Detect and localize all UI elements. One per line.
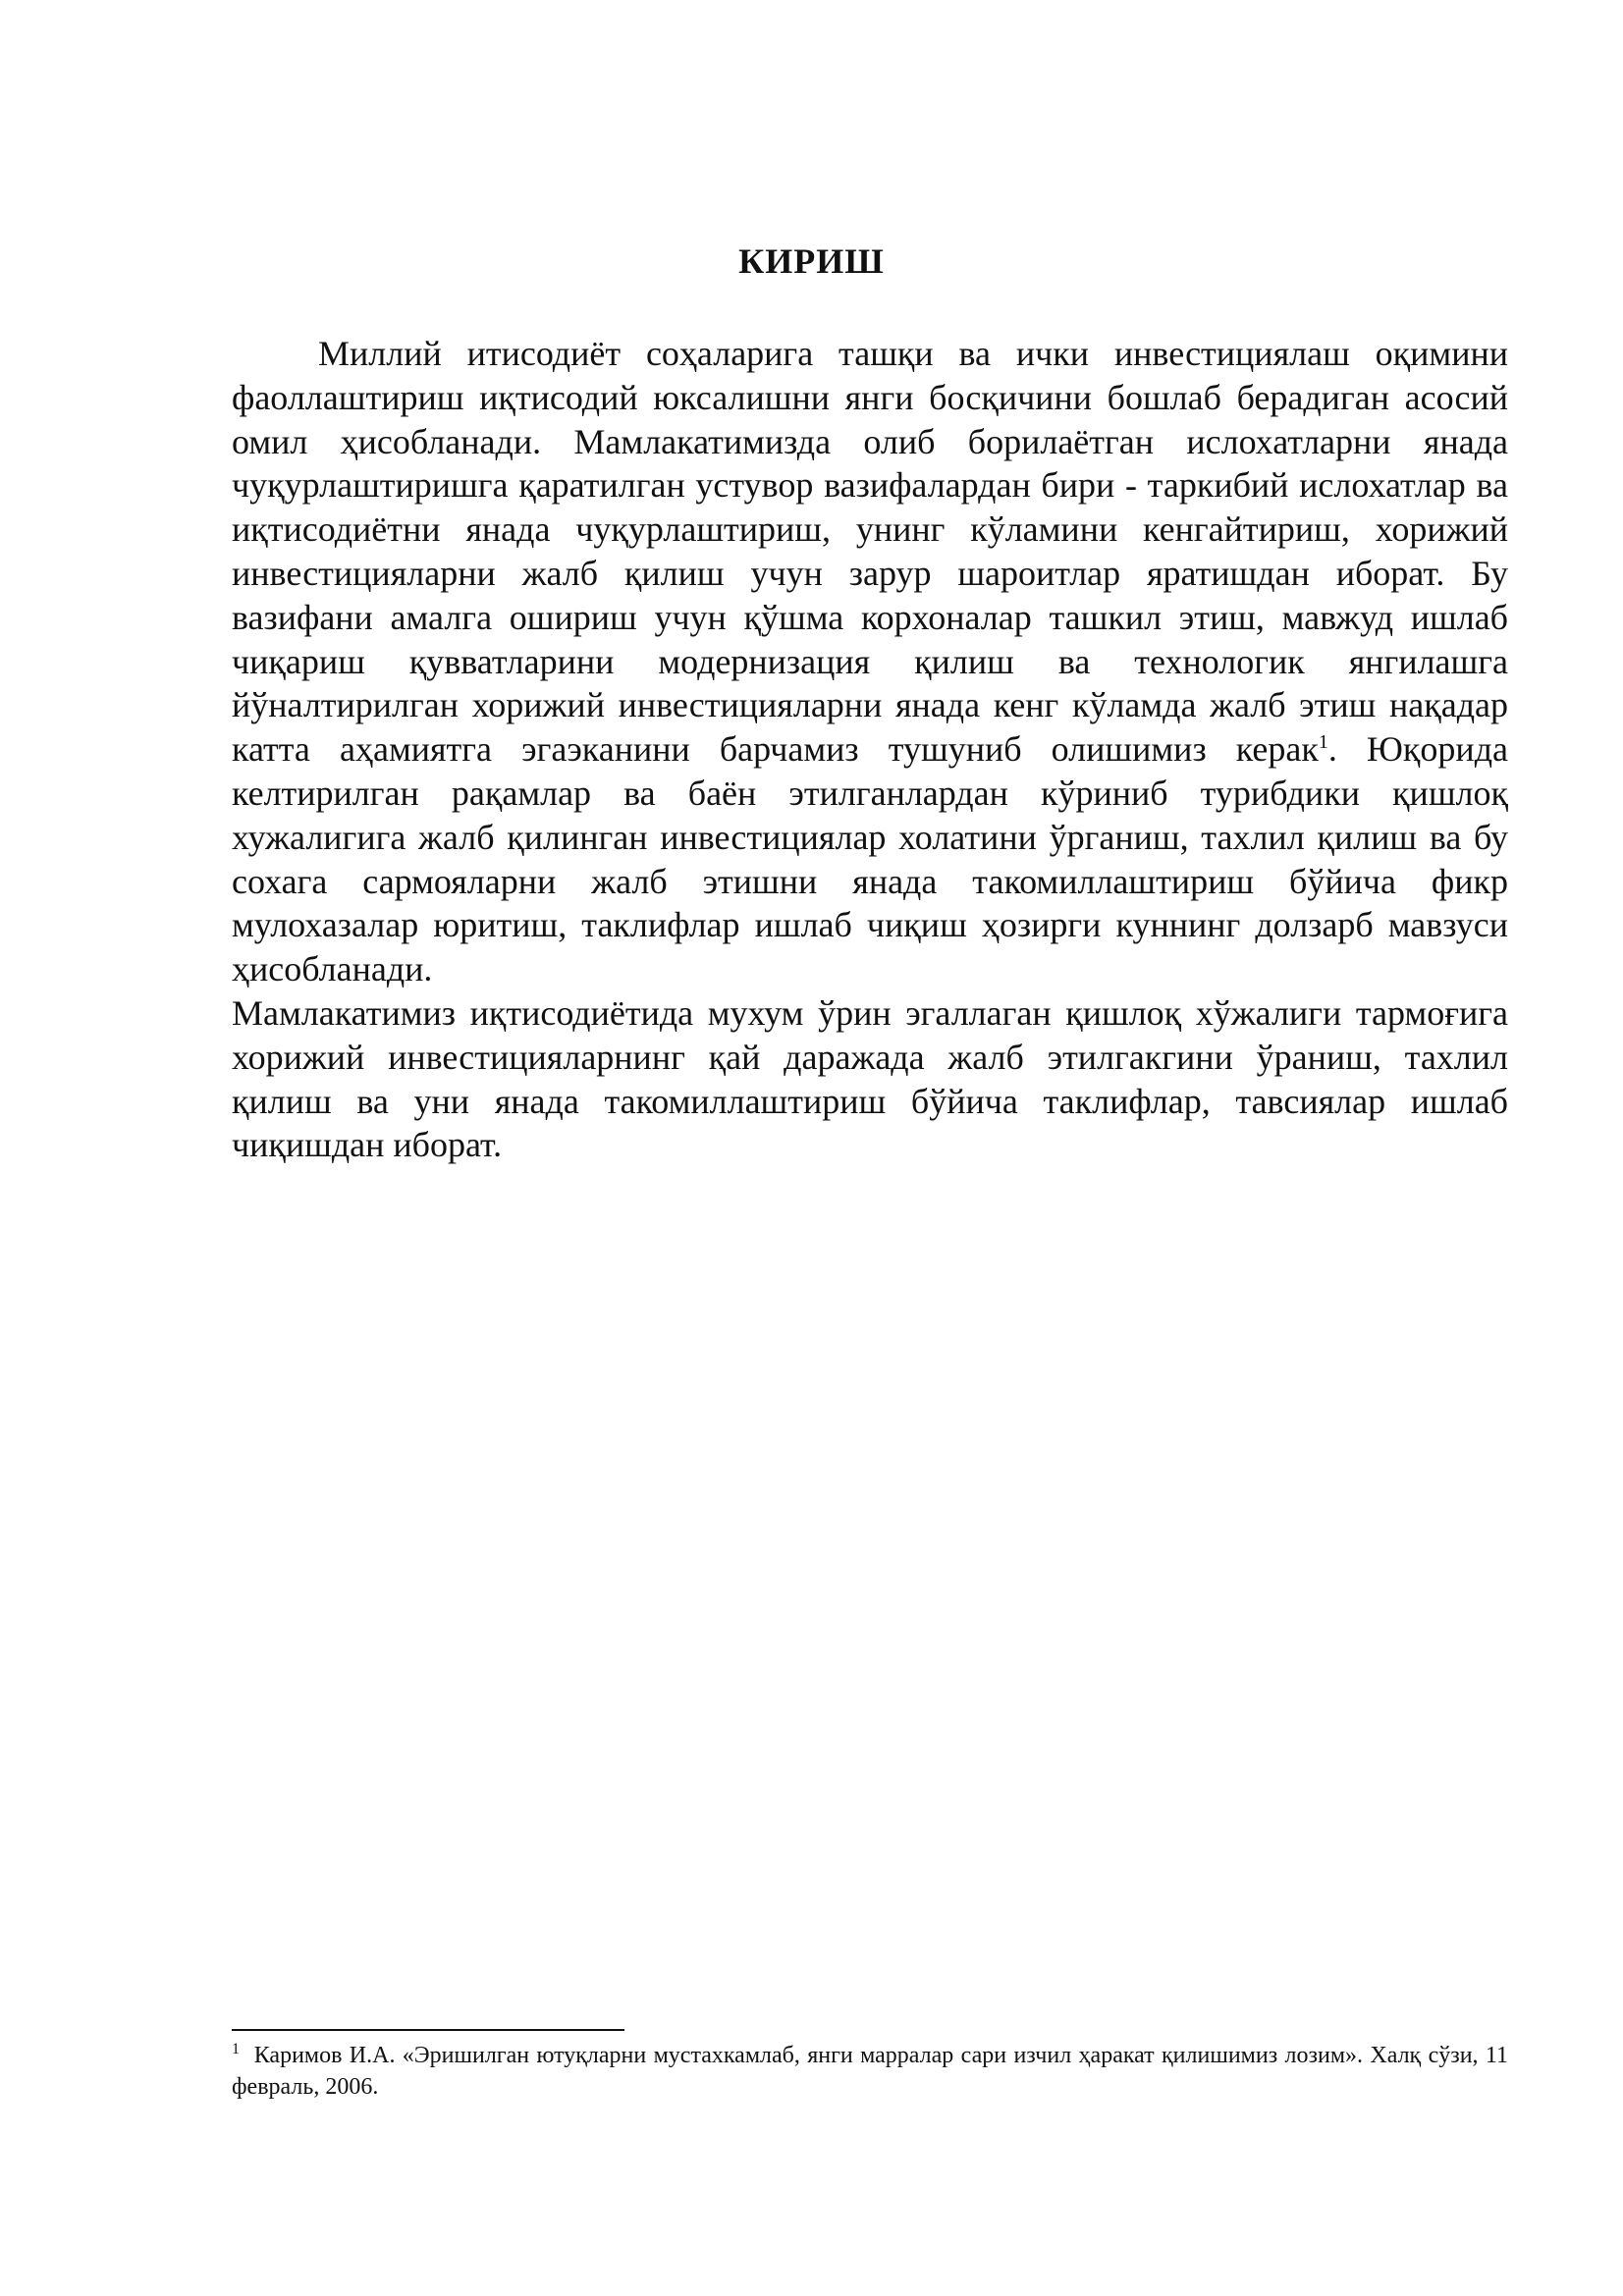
footnote-text: Каримов И.А. «Эришилган ютуқларни мустахкамлаб, янги марралар сари изчил ҳаракат қилишимиз лозим». Халқ сўзи, 11 февраль, 2006. <box>232 2043 1509 2100</box>
paragraph-1-text: Миллий итисодиёт соҳаларига ташқи ва ички инвестициялаш оқимини фаоллаштириш иқтисодий юксалишни янги босқичини бошлаб берадиган асосий омил ҳисобланади. Мамлакатимизда олиб борилаётган ислохатларни янада чуқурлаштиришга қаратилган устувор вазифалардан бири - таркибий ислохатлар ва иқтисодиётни янада чуқурлаштириш, унинг кўламини кенгайтириш, хорижий инвестицияларни жалб қилиш учун зарур шароитлар яратишдан иборат. Бу вазифани амалга ошириш учун қўшма корхоналар ташкил этиш, мавжуд ишлаб чиқариш қувватларини модернизация қилиш ва технологик янгилашга йўналтирилган хорижий инвестицияларни янада кенг кўламда жалб этиш нақадар катта аҳамиятга эгаэканини барчамиз тушуниб олишимиз керак <box>232 334 1508 770</box>
footnote-reference: 1 <box>1318 731 1328 754</box>
paragraph-1 <box>232 332 1508 991</box>
footnote-number: 1 <box>232 2041 240 2057</box>
paragraph-2: Мамлакатимиз иқтисодиётида мухум ўрин эгаллаган қишлоқ хўжалиги тармоғига хорижий инвестицияларнинг қай даражада жалб этилгакгини ўраниш, тахлил қилиш ва уни янада такомиллаштириш бўйича таклифлар, тавсиялар ишлаб чиқишдан иборат. <box>232 992 1508 1165</box>
paragraph-1-continuation: . Юқорида келтирилган рақамлар ва баён этилганлардан кўриниб турибдики қишлоқ хужалигига жалб қилинган инвестициялар холатини ўрганиш, тахлил қилиш ва бу сохага сармояларни жалб этишни янада такомиллаштириш бўйича фикр мулохазалар юритиш, таклифлар ишлаб чиқиш ҳозирги куннинг долзарб мавзуси ҳисобланади. <box>232 729 1508 989</box>
footnote-separator <box>232 2029 624 2031</box>
page-title: КИРИШ <box>738 241 885 281</box>
body-text <box>232 332 1508 1167</box>
footnote <box>232 2040 1508 2103</box>
